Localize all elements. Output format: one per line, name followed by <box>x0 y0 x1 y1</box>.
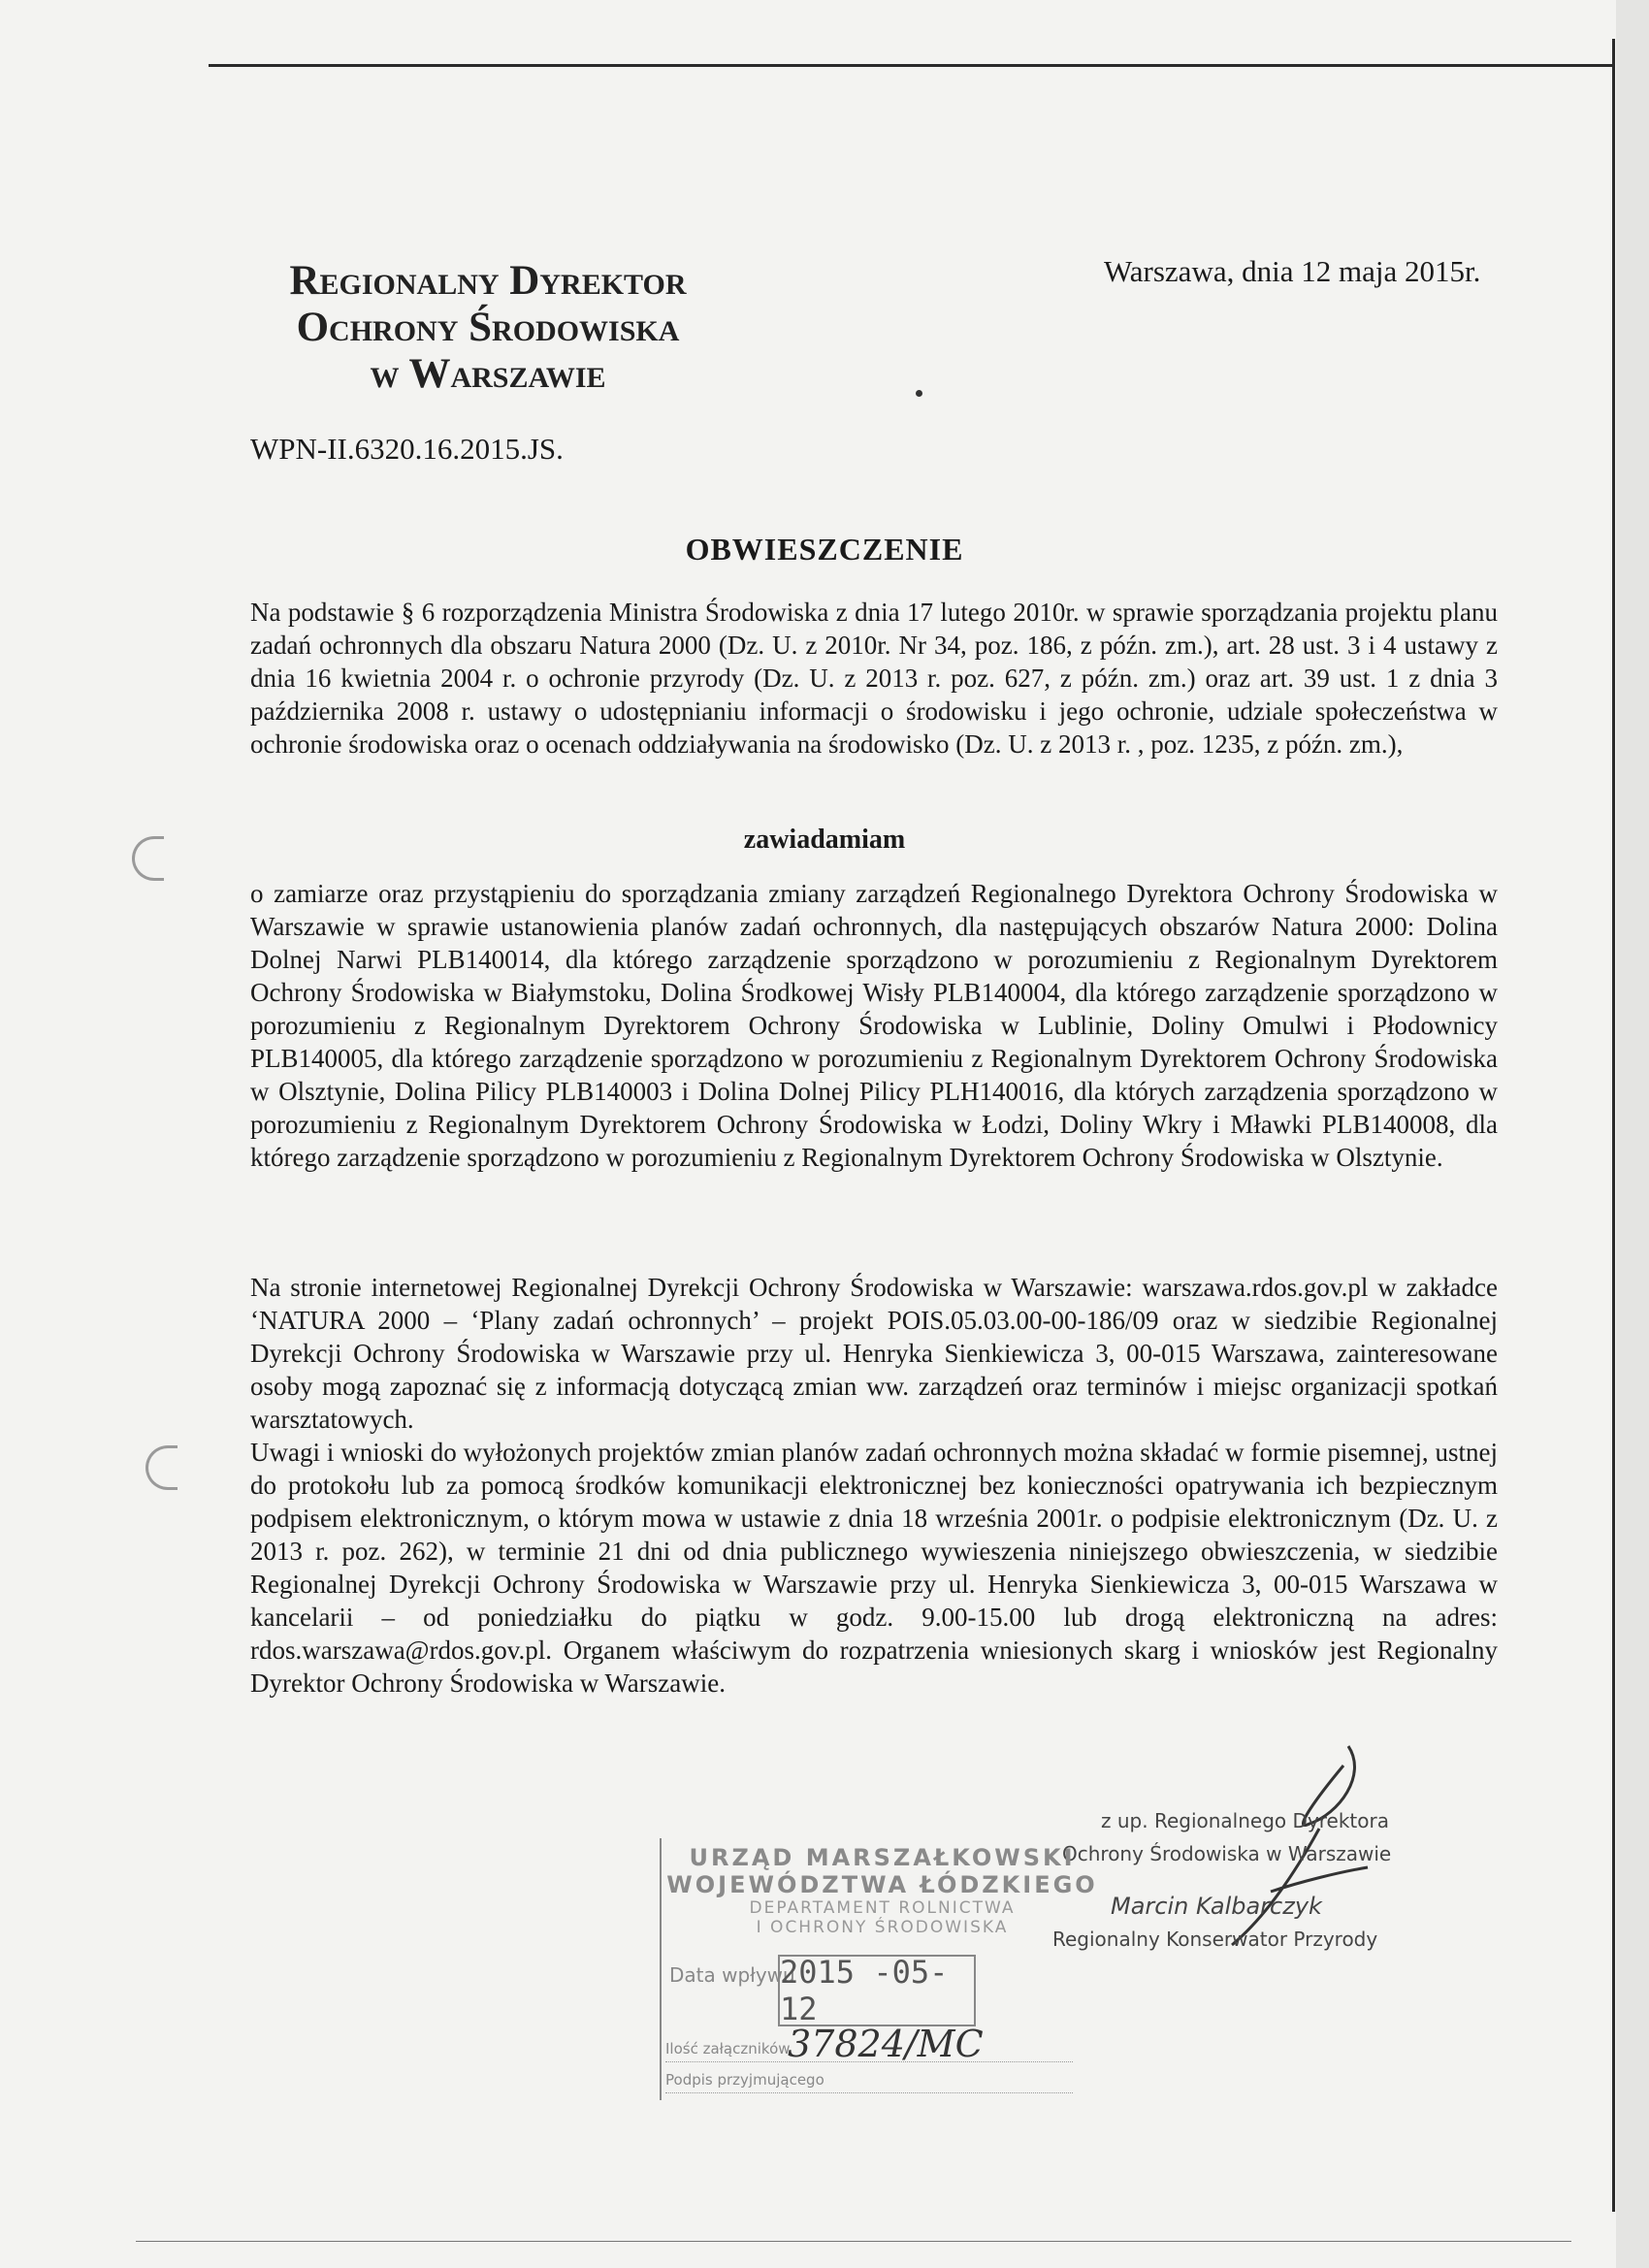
page-border-right <box>1612 39 1615 2212</box>
signature-block <box>1052 1804 1460 1956</box>
stamp-attachments-label: Ilość załączników <box>665 2040 791 2057</box>
receipt-stamp <box>660 1838 1103 2100</box>
stamp-attachments-value: 37824/MC <box>788 2023 984 2065</box>
signer-role: Regionalny Konserwator Przyrody <box>1052 1928 1378 1951</box>
stamp-date-value: 2015 -05- 12 <box>778 1955 976 2026</box>
scan-speck <box>916 390 922 397</box>
scan-margin <box>1616 0 1649 2268</box>
signature-line: Ochrony Środowiska w Warszawie <box>1062 1842 1392 1865</box>
signer-name: Marcin Kalbarczyk <box>1111 1893 1322 1920</box>
stamp-date-label: Data wpływu <box>669 1963 795 1987</box>
intent-paragraph: o zamiarze oraz przystąpieniu do sporządzania zmiany zarządzeń Regionalnego Dyrektora Ochrony Środowiska w Warszawie w sprawie ustanowienia planów zadań ochronnych, dla następujących obszarów Natura 2000: Dolina Dolnej Narwi PLB140014, dla którego zarządzenie sporządzono w porozumieniu z Regionalnym Dyrektorem Ochrony Środowiska w Białymstoku, Dolina Środkowej Wisły PLB140004, dla którego zarządzenie sporządzono w porozumieniu z Regionalnym Dyrektorem Ochrony Środowiska w Lublinie, Doliny Omulwi i Płodownicy PLB140005, dla którego zarządzenie sporządzono w porozumieniu z Regionalnym Dyrektorem Ochrony Środowiska w Olsztynie, Dolina Pilicy PLB140003 i Dolina Dolnej Pilicy PLH140016, dla których zarządzenia sporządzono w porozumieniu z Regionalnym Dyrektorem Ochrony Środowiska w Łodzi, Doliny Wkry i Mławki PLB140008, dla którego zarządzenie sporządzono w porozumieniu z Regionalnym Dyrektorem Ochrony Środowiska w Olsztynie. <box>250 879 1498 1172</box>
announcement-word: zawiadamiam <box>743 825 906 855</box>
page-border-top <box>209 64 1613 67</box>
stamp-region: WOJEWÓDZTWA ŁÓDZKIEGO <box>666 1871 1098 1898</box>
stamp-signature-label: Podpis przyjmującego <box>665 2071 824 2089</box>
stamp-divider <box>665 2092 1073 2093</box>
authority-line: Ochrony Środowiska <box>296 305 680 350</box>
place-date: Warszawa, dnia 12 maja 2015r. <box>1104 254 1481 288</box>
reference-number: WPN-II.6320.16.2015.JS. <box>250 432 564 466</box>
stamp-department-env: I OCHRONY ŚRODOWISKA <box>756 1918 1009 1937</box>
stamp-department: DEPARTAMENT ROLNICTWA <box>749 1898 1016 1918</box>
legal-basis-paragraph: Na podstawie § 6 rozporządzenia Ministra Środowiska z dnia 17 lutego 2010r. w sprawie sporządzania projektu planu zadań ochronnych dla obszaru Natura 2000 (Dz. U. z 2010r. Nr 34, poz. 186, z późn. zm.), art. 28 ust. 3 i 4 ustawy z dnia 16 kwietnia 2004 r. o ochronie przyrody (Dz. U. z 2013 r. poz. 627, z późn. zm.) oraz art. 39 ust. 1 z dnia 3 października 2008 r. ustawy o udostępnianiu informacji o środowisku i jego ochronie, udziale społeczeństwa w ochronie środowiska oraz o ocenach oddziaływania na środowisko (Dz. U. z 2013 r. , poz. 1235, z późn. zm.), <box>250 598 1498 759</box>
authority-line: Regionalny Dyrektor <box>289 258 687 304</box>
stamp-office: URZĄD MARSZAŁKOWSKI <box>689 1844 1076 1871</box>
page-border-bottom <box>136 2241 1571 2242</box>
comments-paragraph: Uwagi i wnioski do wyłożonych projektów zmian planów zadań ochronnych można składać w formie pisemnej, ustnej do protokołu lub za pomocą środków komunikacji elektronicznej bez konieczności opatrywania ich bezpiecznym podpisem elektronicznym, o którym mowa w ustawie z dnia 18 września 2001r. o podpisie elektronicznym (Dz. U. z 2013 r. poz. 262), w terminie 21 dni od dnia publicznego wywieszenia niniejszego obwieszczenia, w siedzibie Regionalnej Dyrekcji Ochrony Środowiska w Warszawie przy ul. Henryka Sienkiewicza 3, 00-015 Warszawa w kancelarii – od poniedziałku do piątku w godz. 9.00-15.00 lub drogą elektroniczną na adres: rdos.warszawa@rdos.gov.pl. Organem właściwym do rozpatrzenia wniesionych skarg i wniosków jest Regionalny Dyrektor Ochrony Środowiska w Warszawie. <box>250 1438 1498 1698</box>
document-title: OBWIESZCZENIE <box>685 532 964 567</box>
signature-line: z up. Regionalnego Dyrektora <box>1101 1809 1389 1832</box>
stamp-divider <box>665 2061 1073 2062</box>
authority-line: w Warszawie <box>370 351 606 397</box>
information-paragraph: Na stronie internetowej Regionalnej Dyrekcji Ochrony Środowiska w Warszawie: warszawa.rdos.gov.pl w zakładce ‘NATURA 2000 – ‘Plany zadań ochronnych’ – projekt POIS.05.03.00-00-186/09 oraz w siedzibie Regionalnej Dyrekcji Ochrony Środowiska w Warszawie przy ul. Henryka Sienkiewicza 3, 00-015 Warszawa, zainteresowane osoby mogą zapoznać się z informacją dotyczącą zmian ww. zarządzeń oraz terminów i miejsc organizacji spotkań warsztatowych. <box>250 1273 1498 1434</box>
punch-hole-bottom <box>146 1445 178 1490</box>
authority-header <box>250 258 726 398</box>
